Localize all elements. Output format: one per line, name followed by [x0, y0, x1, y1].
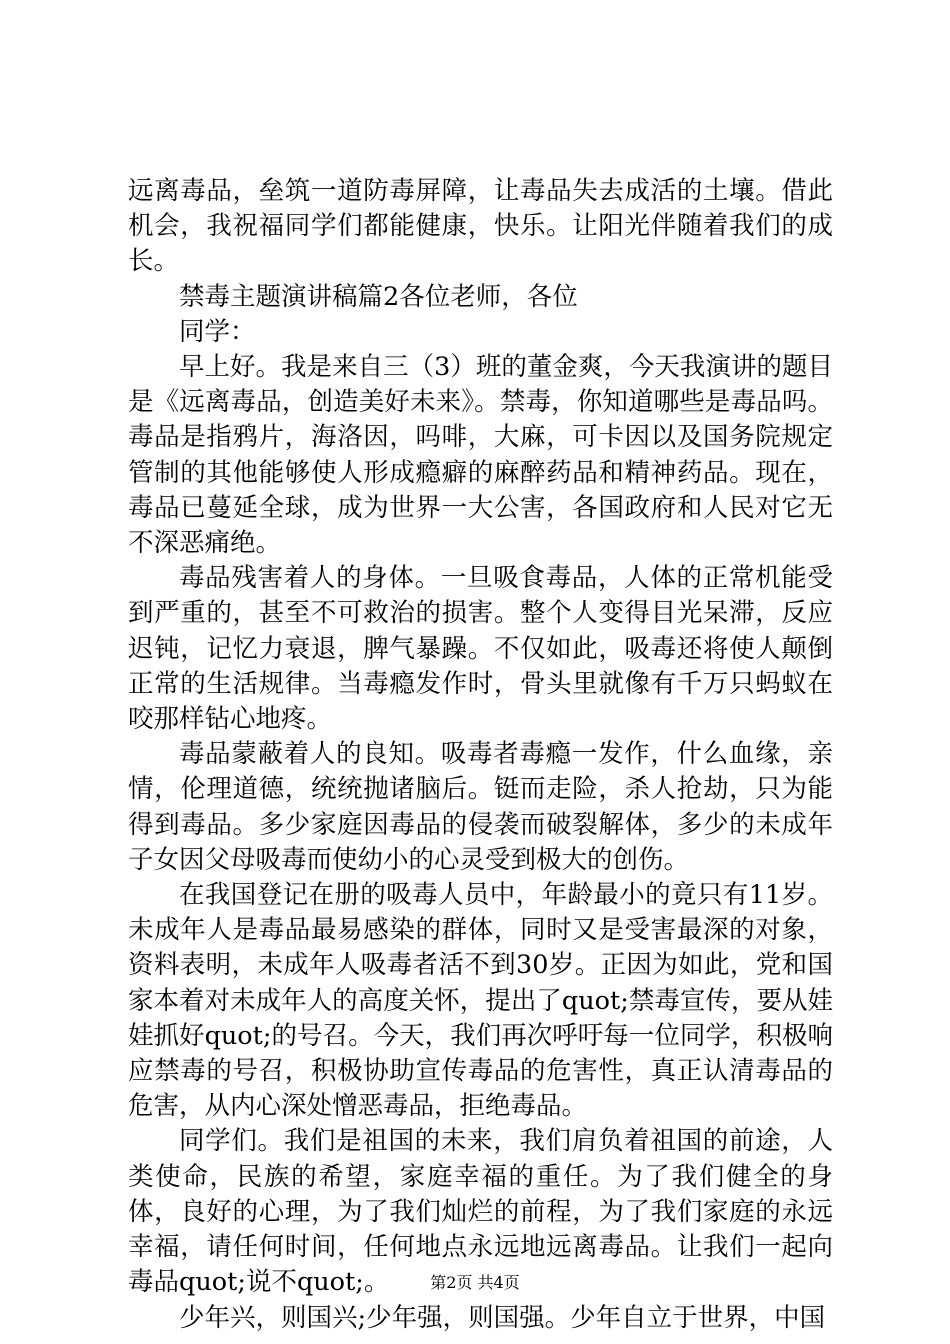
paragraph-5: 毒品残害着人的身体。一旦吸食毒品，人体的正常机能受到严重的，甚至不可救治的损害。整个人变得目光呆滞，反应迟钝，记忆力衰退，脾气暴躁。不仅如此，吸毒还将使人颠倒正常的生活规律。当毒瘾发作时，骨头里就像有千万只蚂蚁在咬那样钻心地疼。 — [128, 563, 833, 735]
paragraph-1: 远离毒品，垒筑一道防毒屏障，让毒品失去成活的土壤。借此机会，我祝福同学们都能健康，快乐。让阳光伴随着我们的成长。 — [128, 176, 833, 277]
paragraph-9: 少年兴，则国兴;少年强，则国强。少年自立于世界，中国 — [179, 1302, 826, 1333]
body-text — [128, 174, 833, 1336]
paragraph-2: 禁毒主题演讲稿篇2各位老师，各位 — [179, 281, 578, 312]
paragraph-8: 同学们。我们是祖国的未来，我们肩负着祖国的前途，人类使命，民族的希望，家庭幸福的重任。为了我们健全的身体，良好的心理，为了我们灿烂的前程，为了我们家庭的永远幸福，请任何时间，任何地点永远地远离毒品。让我们一起向毒品quot;说不quot;。 — [128, 1126, 833, 1298]
paragraph-4: 早上好。我是来自三（3）班的董金爽，今天我演讲的题目是《远离毒品，创造美好未来》。禁毒，你知道哪些是毒品吗。毒品是指鸦片，海洛因，吗啡，大麻，可卡因以及国务院规定管制的其他能够使人形成瘾癖的麻醉药品和精神药品。现在，毒品已蔓延全球，成为世界一大公害，各国政府和人民对它无不深恶痛绝。 — [128, 352, 833, 559]
paragraph-6: 毒品蒙蔽着人的良知。吸毒者毒瘾一发作，什么血缘，亲情，伦理道德，统统抛诸脑后。铤而走险，杀人抢劫，只为能得到毒品。多少家庭因毒品的侵袭而破裂解体，多少的未成年子女因父母吸毒而使幼小的心灵受到极大的创伤。 — [128, 739, 833, 875]
paragraph-7: 在我国登记在册的吸毒人员中，年龄最小的竟只有11岁。未成年人是毒品最易感染的群体，同时又是受害最深的对象，资料表明，未成年人吸毒者活不到30岁。正因为如此，党和国家本着对未成年人的高度关怀，提出了quot;禁毒宣传，要从娃娃抓好quot;的号召。今天，我们再次呼吁每一位同学，积极响应禁毒的号召，积极协助宣传毒品的危害性，真正认清毒品的危害，从内心深处憎恶毒品，拒绝毒品。 — [128, 880, 833, 1122]
paragraph-3: 同学： — [179, 316, 256, 347]
page-number-footer: 第2页 共4页 — [430, 1273, 520, 1292]
